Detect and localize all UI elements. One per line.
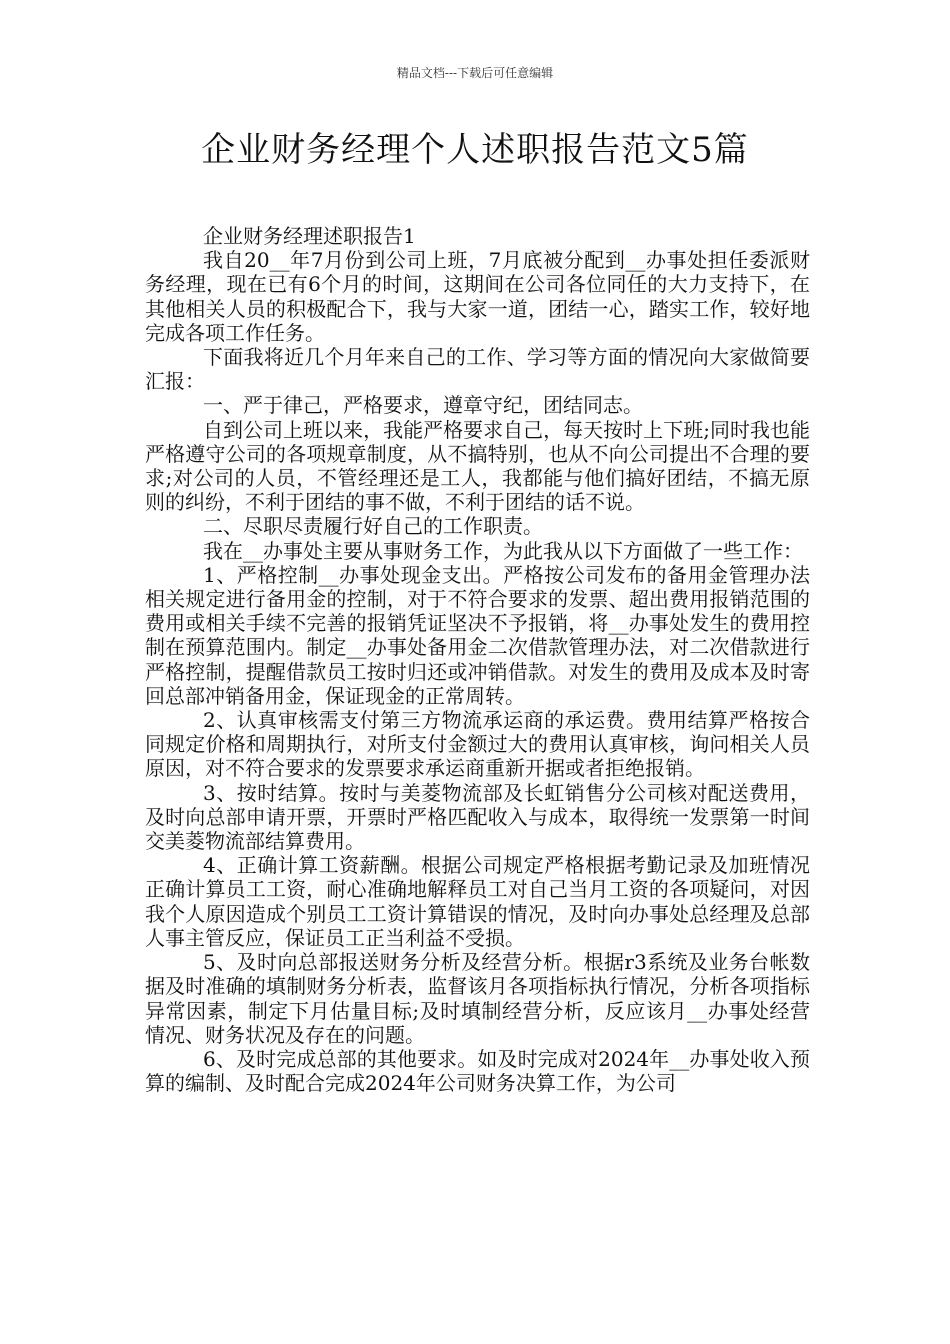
list-item: 1、严格控制__办事处现金支出。严格按公司发布的备用金管理办法相关规定进行备用金的控制，对于不符合要求的发票、超出费用报销范围的费用或相关手续不完善的报销凭证坚决不予报销，将__办事处发生的费用控制在预算范围内。制定__办事处备用金二次借款管理办法，对二次借款进行严格控制，提醒借款员工按时归还或冲销借款。对发生的费用及成本及时寄回总部冲销备用金，保证现金的正常周转。 <box>145 562 810 708</box>
header-note: 精品文档---下载后可任意编辑 <box>396 66 554 80</box>
list-item: 6、及时完成总部的其他要求。如及时完成对2024年__办事处收入预算的编制、及时配合完成2024年公司财务决算工作，为公司 <box>145 1046 810 1096</box>
list-item: 5、及时向总部报送财务分析及经营分析。根据r3系统及业务台帐数据及时准确的填制财务分析表，监督该月各项指标执行情况，分析各项指标异常因素，制定下月估量目标;及时填制经营分析，反应该月__办事处经营情况、财务状况及存在的问题。 <box>145 950 810 1047</box>
list-item: 3、按时结算。按时与美菱物流部及长虹销售分公司核对配送费用，及时向总部申请开票，开票时严格匹配收入与成本，取得统一发票第一时间交美菱物流部结算费用。 <box>145 780 810 854</box>
list-item: 2、认真审核需支付第三方物流承运商的承运费。费用结算严格按合同规定价格和周期执行，对所支付金额过大的费用认真审核，询问相关人员原因，对不符合要求的发票要求承运商重新开据或者拒绝报销。 <box>145 708 810 781</box>
paragraph: 我自20__年7月份到公司上班，7月底被分配到__办事处担任委派财务经理，现在已有6个月的时间，这期间在公司各位同任的大力支持下，在其他相关人员的积极配合下，我与大家一道，团结一心，踏实工作，较好地完成各项工作任务。 <box>145 248 810 345</box>
paragraph: 下面我将近几个月年来自己的工作、学习等方面的情况向大家做简要汇报： <box>145 345 810 394</box>
section-heading: 企业财务经理述职报告1 <box>203 224 416 248</box>
list-item: 4、正确计算工资薪酬。根据公司规定严格根据考勤记录及加班情况正确计算员工工资，耐心准确地解释员工对自己当月工资的各项疑问，对因我个人原因造成个别员工工资计算错误的情况，及时向办事处总经理及总部人事主管反应，保证员工正当利益不受损。 <box>145 853 810 950</box>
document-title: 企业财务经理个人述职报告范文5篇 <box>201 130 749 170</box>
subsection-heading: 二、尽职尽责履行好自己的工作职责。 <box>203 514 543 539</box>
subsection-heading: 一、严于律己，严格要求，遵章守纪，团结同志。 <box>203 393 643 418</box>
document-body <box>145 224 810 1095</box>
paragraph: 我在__办事处主要从事财务工作，为此我从以下方面做了一些工作： <box>203 538 803 563</box>
paragraph: 自到公司上班以来，我能严格要求自己，每天按时上下班;同时我也能严格遵守公司的各项规章制度，从不搞特别，也从不向公司提出不合理的要求;对公司的人员，不管经理还是工人，我都能与他们搞好团结，不搞无原则的纠纷，不利于团结的事不做，不利于团结的话不说。 <box>145 417 810 515</box>
